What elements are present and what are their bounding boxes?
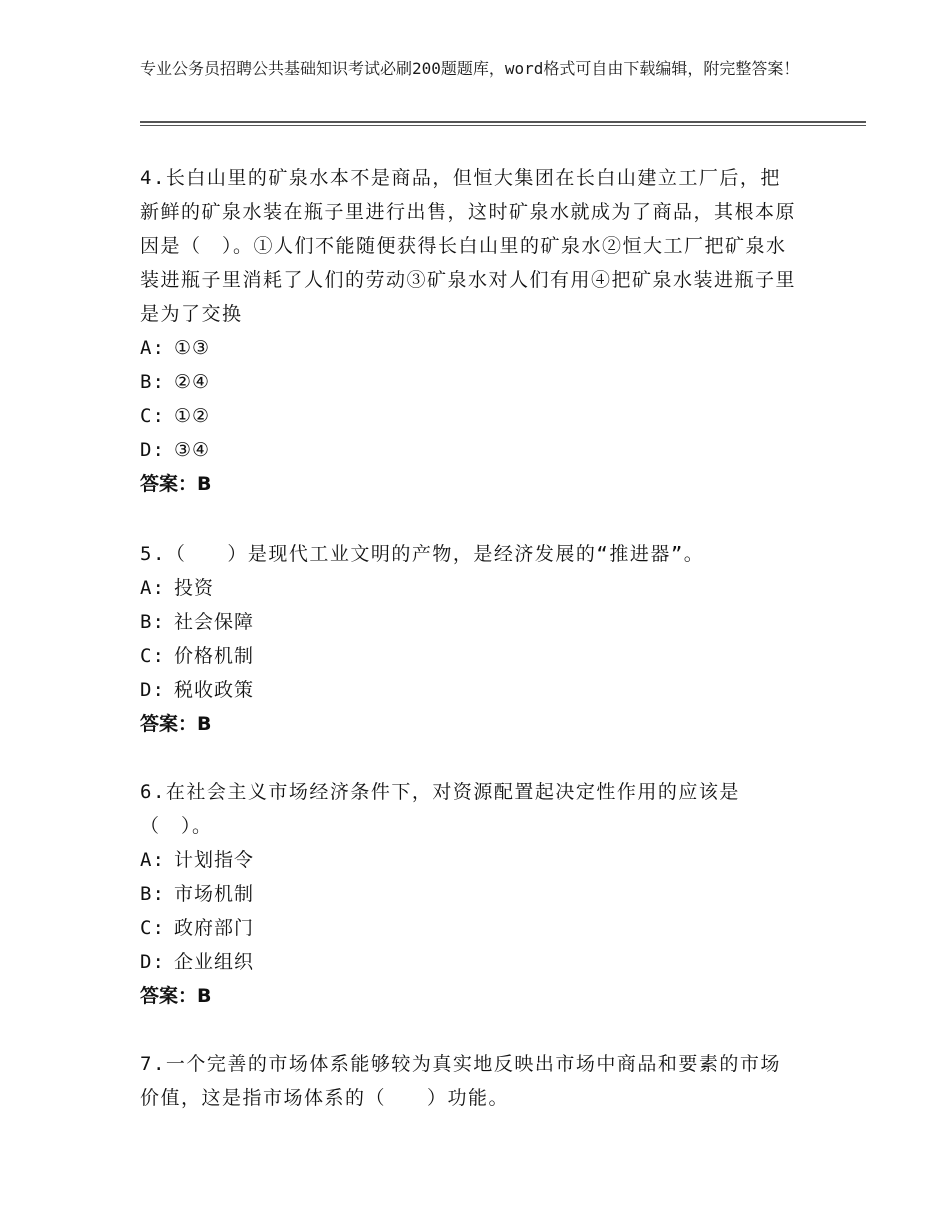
option-d (140, 945, 800, 979)
question-stem: 7.一个完善的市场体系能够较为真实地反映出市场中商品和要素的市场价值，这是指市场体系的（ ）功能。 (140, 1053, 781, 1109)
option-a (140, 331, 800, 365)
option-c (140, 399, 800, 433)
option-a (140, 571, 800, 605)
option-text: 税收政策 (174, 679, 255, 701)
option-key: C: (140, 917, 165, 939)
option-text: 投资 (174, 577, 215, 599)
option-text: 政府部门 (174, 917, 255, 939)
option-key: D: (140, 439, 165, 461)
option-text: ③④ (174, 439, 211, 461)
option-key: C: (140, 645, 165, 667)
question-7 (140, 1047, 800, 1115)
option-text: 市场机制 (174, 883, 255, 905)
question-stem: 6.在社会主义市场经济条件下，对资源配置起决定性作用的应该是（ ）。 (140, 781, 740, 837)
option-a (140, 843, 800, 877)
option-text: 企业组织 (174, 951, 255, 973)
option-key: A: (140, 337, 165, 359)
option-b (140, 877, 800, 911)
page-header: 专业公务员招聘公共基础知识考试必刷200题题库，word格式可自由下载编辑，附完整答案！ (140, 59, 800, 78)
option-key: C: (140, 405, 165, 427)
option-b (140, 365, 800, 399)
option-key: B: (140, 883, 165, 905)
answer-line: 答案：B (140, 985, 212, 1007)
header-rule (140, 121, 866, 123)
question-6 (140, 775, 800, 1013)
question-stem: 4.长白山里的矿泉水本不是商品，但恒大集团在长白山建立工厂后，把新鲜的矿泉水装在瓶子里进行出售，这时矿泉水就成为了商品，其根本原因是（ ）。①人们不能随便获得长白山里的矿泉水②恒大工厂把矿泉水装进瓶子里消耗了人们的劳动③矿泉水对人们有用④把矿泉水装进瓶子里是为了交换 (140, 167, 797, 325)
option-key: A: (140, 849, 165, 871)
question-stem: 5.（ ）是现代工业文明的产物，是经济发展的“推进器”。 (140, 543, 705, 565)
question-5 (140, 537, 800, 741)
option-text: 社会保障 (174, 611, 255, 633)
option-key: D: (140, 951, 165, 973)
header-rule-secondary (140, 125, 866, 126)
option-c (140, 911, 800, 945)
option-d (140, 673, 800, 707)
option-key: D: (140, 679, 165, 701)
answer-line: 答案：B (140, 473, 212, 495)
option-text: ①③ (174, 337, 211, 359)
option-key: B: (140, 611, 165, 633)
answer-line: 答案：B (140, 713, 212, 735)
option-text: ①② (174, 405, 211, 427)
option-c (140, 639, 800, 673)
option-text: 计划指令 (174, 849, 255, 871)
option-key: A: (140, 577, 165, 599)
option-b (140, 605, 800, 639)
option-text: ②④ (174, 371, 211, 393)
option-key: B: (140, 371, 165, 393)
option-text: 价格机制 (174, 645, 255, 667)
option-d (140, 433, 800, 467)
question-4 (140, 161, 800, 501)
